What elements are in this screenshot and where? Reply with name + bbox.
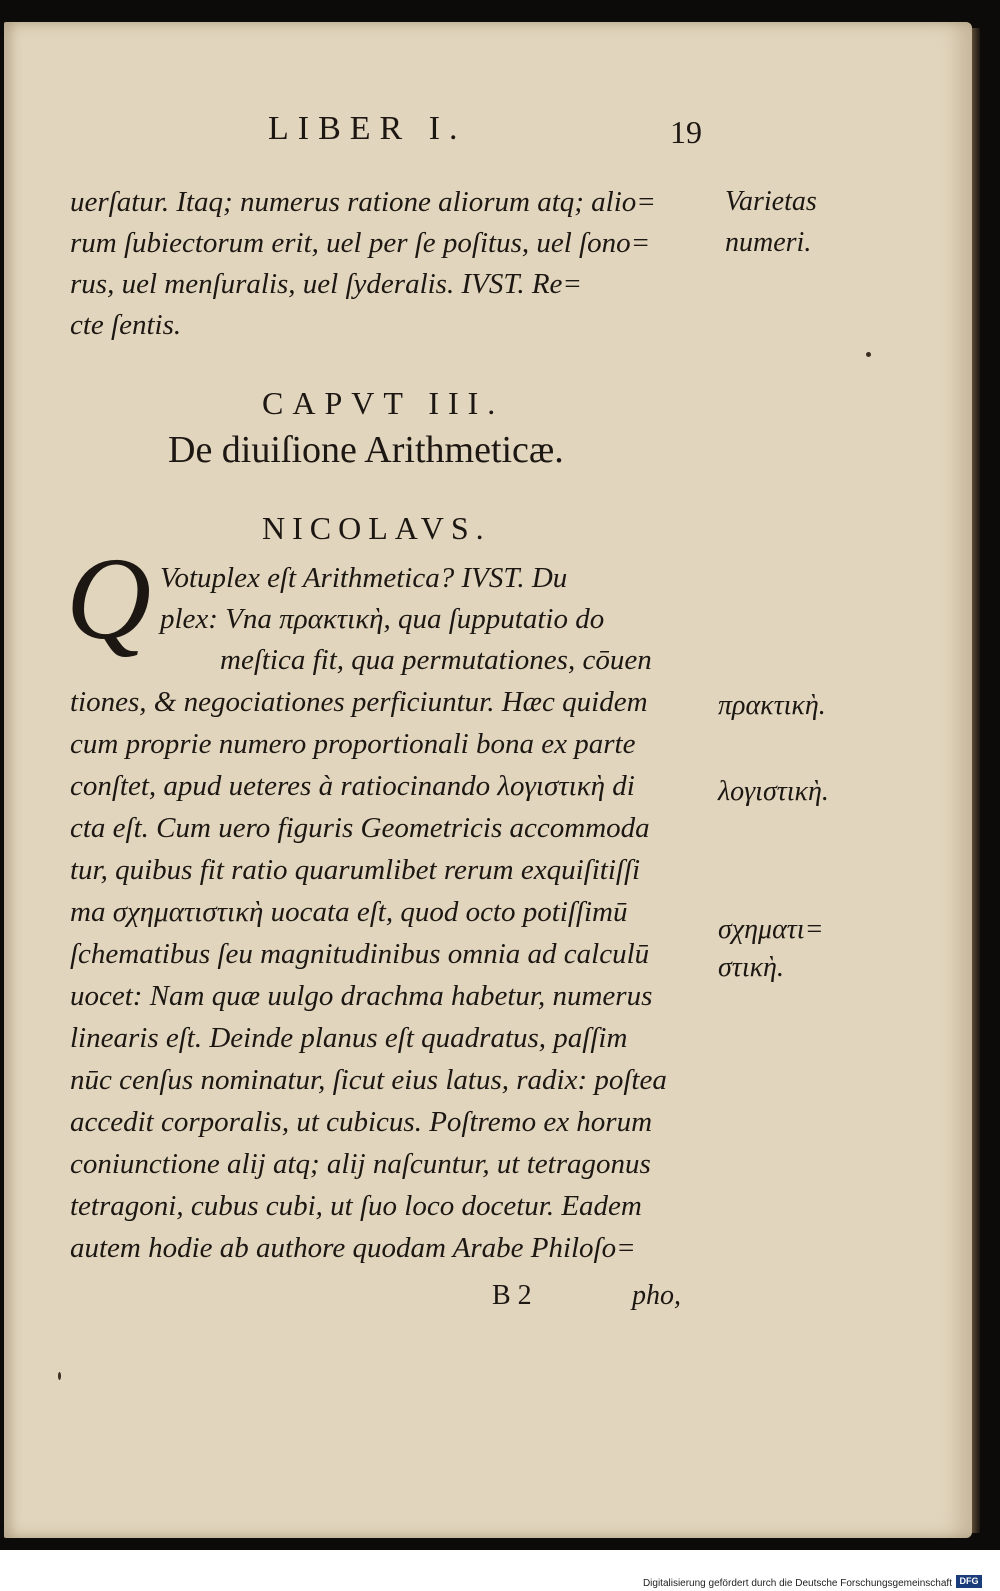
body-line: Votuplex eſt Arithmetica? IVST. Du [160, 562, 568, 594]
body-line: plex: Vna πρακτικὴ, qua ſupputatio do [160, 603, 605, 635]
body-line: conſtet, apud ueteres à ratiocinando λογιστικὴ di [70, 770, 635, 802]
body-line: ſchematibus ſeu magnitudinibus omnia ad calculū [70, 938, 650, 970]
dfg-logo: DFG [956, 1575, 982, 1588]
body-line: uerſatur. Itaq; numerus ratione aliorum atq; alio= [70, 186, 656, 218]
chapter-title: De diuiſione Arithmeticæ. [168, 429, 564, 471]
running-title: LIBER I. [268, 110, 467, 147]
margin-note: numeri. [725, 227, 812, 258]
body-line: rus, uel menſuralis, uel ſyderalis. IVST. Re= [70, 268, 582, 300]
body-line: autem hodie ab authore quodam Arabe Philoſo= [70, 1232, 636, 1264]
margin-note: στικὴ. [718, 952, 784, 983]
body-line: cta eſt. Cum uero figuris Geometricis accommoda [70, 812, 650, 844]
body-line: uocet: Nam quæ uulgo drachma habetur, numerus [70, 980, 653, 1012]
funding-credit: Digitalisierung gefördert durch die Deutsche Forschungsgemeinschaft [642, 1578, 952, 1589]
margin-note: σχηματι= [718, 914, 824, 945]
margin-note: λογιστικὴ. [718, 776, 829, 807]
body-line: tiones, & negociationes perficiuntur. Hæc quidem [70, 686, 648, 718]
body-line: ma σχηματιστικὴ uocata eſt, quod octo potiſſimū [70, 896, 628, 928]
catchword: pho, [632, 1280, 681, 1311]
body-line: rum ſubiectorum erit, uel per ſe poſitus, uel ſono= [70, 227, 651, 259]
drop-cap: Q [66, 533, 152, 664]
body-line: nūc cenſus nominatur, ſicut eius latus, radix: poſtea [70, 1064, 667, 1096]
body-line: cum proprie numero proportionali bona ex parte [70, 728, 636, 760]
page-edge [972, 28, 980, 1533]
ink-speck [58, 1372, 61, 1380]
body-line: cte ſentis. [70, 309, 182, 341]
signature-mark: B 2 [492, 1280, 532, 1311]
margin-note: πρακτικὴ. [718, 690, 826, 721]
body-line: tetragoni, cubus cubi, ut ſuo loco docetur. Eadem [70, 1190, 642, 1222]
speaker-name: NICOLAVS. [262, 510, 491, 546]
ink-speck [866, 352, 871, 357]
body-line: accedit corporalis, ut cubicus. Poſtremo ex horum [70, 1106, 653, 1138]
body-line: meſtica fit, qua permutationes, cōuen [220, 644, 652, 676]
body-line: coniunctione alij atq; alij naſcuntur, ut tetragonus [70, 1148, 651, 1180]
chapter-number: CAPVT III. [262, 385, 505, 421]
body-line: tur, quibus fit ratio quarumlibet rerum exquiſitiſſi [70, 854, 641, 886]
body-line: linearis eſt. Deinde planus eſt quadratus, paſſim [70, 1022, 628, 1054]
folio-number: 19 [670, 114, 702, 150]
margin-note: Varietas [725, 186, 817, 217]
